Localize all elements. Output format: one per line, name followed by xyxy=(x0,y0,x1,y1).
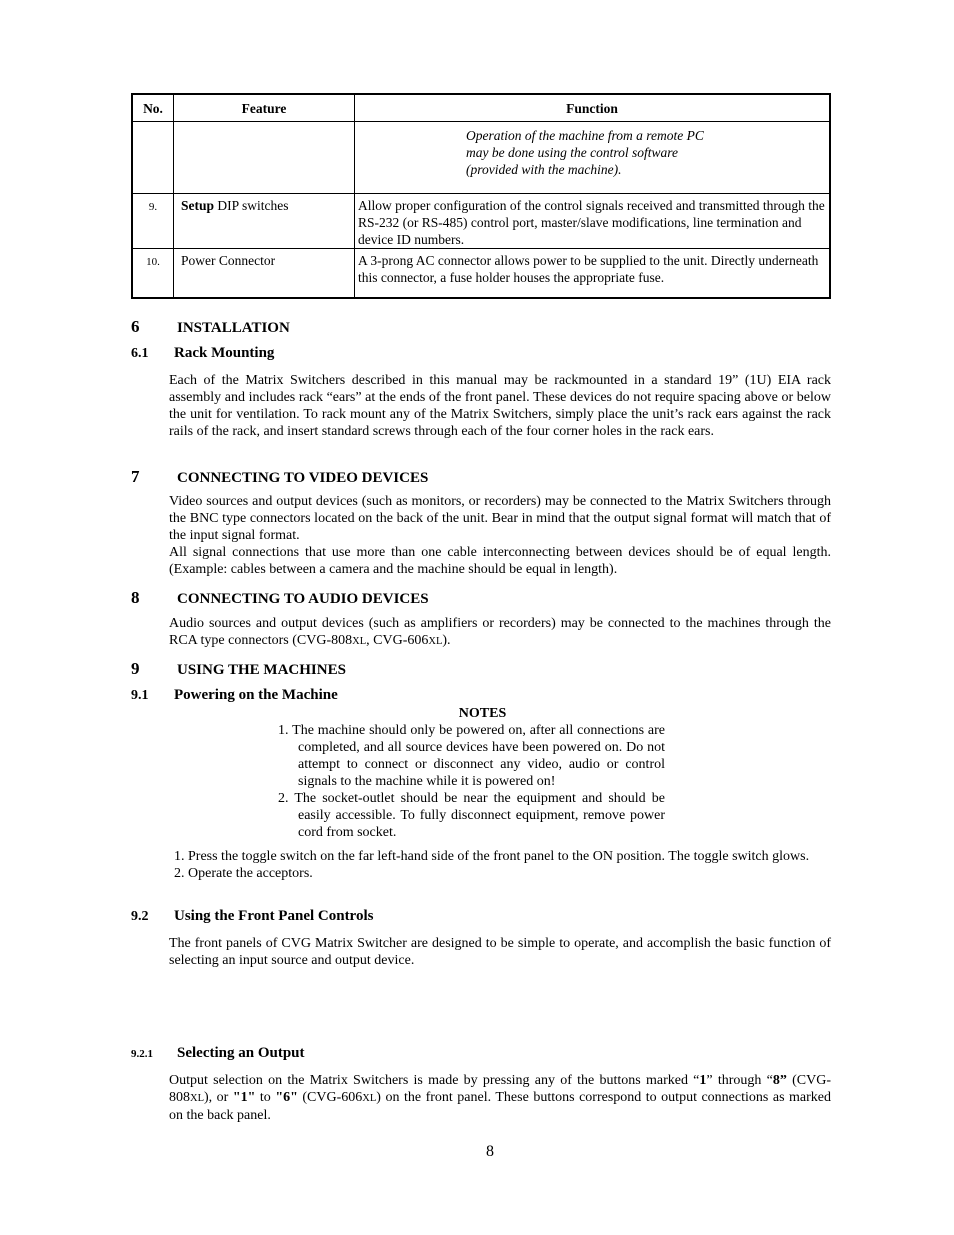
section-heading-9-2-1: 9.2.1 Selecting an Output xyxy=(131,1045,305,1061)
selecting-output-paragraph: Output selection on the Matrix Switchers is made by pressing any of the buttons marked “1” through “8” (CVG-808XL), or "1" to "6" (CVG-606XL) on the front panel. These buttons correspond to output connections as marked on the back panel. xyxy=(169,1073,832,1123)
video-devices-paragraph: Video sources and output devices (such as monitors, or recorders) may be connected to the Matrix Switchers through the BNC type connectors located on the back of the unit. Bear in mind that the output signal format will match that of the input signal format. All signal connections that use more than one cable interconnecting between devices should be of equal length. (Example: cables between a camera and the machine should be equal in length). xyxy=(169,494,831,577)
section-heading-9: 9 USING THE MACHINES xyxy=(131,659,346,678)
row-number: 10. xyxy=(132,249,174,299)
table-row xyxy=(132,249,830,299)
list-item: 1. Press the toggle switch on the far left-hand side of the front panel to the ON position. The toggle switch glows. xyxy=(174,849,810,864)
notes-box xyxy=(270,705,665,841)
section-heading-7: 7 CONNECTING TO VIDEO DEVICES xyxy=(131,467,429,486)
header-feature: Feature xyxy=(174,94,355,122)
feature-cell: Setup DIP switches xyxy=(174,194,355,249)
features-table xyxy=(131,93,831,299)
note-item: 1. The machine should only be powered on, after all connections are completed, and all source devices have been powered on. Do not attempt to connect or disconnect any video, audio or control signals to the machine while it is powered on! xyxy=(278,723,665,789)
section-heading-9-2: 9.2 Using the Front Panel Controls xyxy=(131,908,374,924)
header-no: No. xyxy=(132,94,174,122)
table-row xyxy=(132,122,830,194)
rack-mounting-paragraph: Each of the Matrix Switchers described in this manual may be rackmounted in a standard 19” (1U) EIA rack assembly and includes rack “ears” at the ends of the front panel. These devices do not require spacing above or below the unit for ventilation. To rack mount any of the Matrix Switchers, simply place the unit’s rack ears against the rack rails of the rack, and insert standard screws through each of the four corner holes in the rack ears. xyxy=(169,373,831,439)
table-header-row xyxy=(132,94,830,122)
section-heading-6-1: 6.1 Rack Mounting xyxy=(131,345,275,361)
function-cell: A 3-prong AC connector allows power to be supplied to the unit. Directly underneath this connector, a fuse holder houses the appropriate fuse. xyxy=(355,249,831,299)
notes-title: NOTES xyxy=(458,706,507,721)
power-on-steps xyxy=(169,848,831,882)
feature-cell: Power Connector xyxy=(174,249,355,299)
audio-devices-paragraph: Audio sources and output devices (such as amplifiers or recorders) may be connected to the machines through the RCA type connectors (CVG-808XL, CVG-606XL). xyxy=(169,616,831,648)
header-function: Function xyxy=(355,94,831,122)
page-number: 8 xyxy=(486,1143,494,1160)
table-row xyxy=(132,194,830,249)
section-heading-8: 8 CONNECTING TO AUDIO DEVICES xyxy=(131,588,429,607)
row-number: 9. xyxy=(132,194,174,249)
note-item: 2. The socket-outlet should be near the equipment and should be easily accessible. To fully disconnect equipment, remove power cord from socket. xyxy=(278,791,665,840)
front-panel-paragraph: The front panels of CVG Matrix Switcher are designed to be simple to operate, and accomplish the basic function of selecting an input source and output device. xyxy=(169,936,831,968)
remote-pc-note: Operation of the machine from a remote PC may be done using the control software (provided with the machine). xyxy=(466,128,704,177)
list-item: 2. Operate the acceptors. xyxy=(174,866,313,881)
section-heading-9-1: 9.1 Powering on the Machine xyxy=(131,687,338,703)
section-heading-6: 6 INSTALLATION xyxy=(131,317,290,336)
function-cell: Allow proper configuration of the control signals received and transmitted through the RS-232 (or RS-485) control port, master/slave modifications, line termination and device ID numbers. xyxy=(355,194,831,249)
